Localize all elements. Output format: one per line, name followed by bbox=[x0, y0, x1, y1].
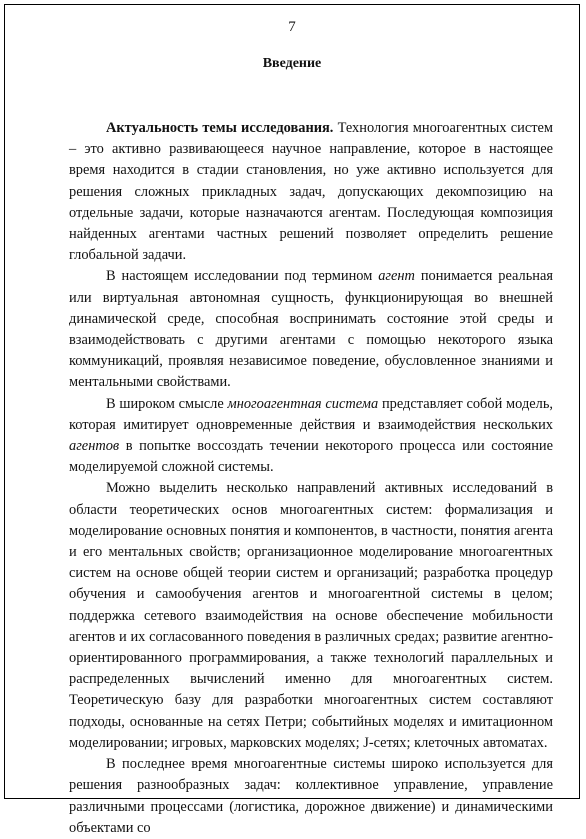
section-title: Введение bbox=[262, 56, 322, 71]
paragraph-agent-definition bbox=[69, 266, 553, 393]
term-multiagent-system: многоагентная система bbox=[227, 395, 379, 412]
paragraph-lead: Актуальность темы исследования. bbox=[106, 120, 334, 136]
term-agent: агент bbox=[378, 268, 415, 285]
term-agents: агентов bbox=[69, 438, 120, 455]
page-frame bbox=[4, 4, 580, 836]
paragraph-research-directions: Можно выделить несколько направлений активных исследований в области теоретических основ многоагентных систем: формализация и моделирование основных понятия и компонентов, в частности, понятия агента и его ментальных свойств; организационное моделирование многоагентных систем на основе общей теории систем и организаций; разработка процедур обучения и самообучения агентов и многоагентной системы в целом; поддержка сетевого взаимодействия на основе обеспечение мобильности агентов и их согласованного поведения в различных средах; развитие агентно-ориентированного программирования, а также технологий параллельных и распределенных вычислений именно для многоагентных систем. Теоретическую базу для разработки многоагентных систем составляют подходы, основанные на сетях Петри; событийных моделях и имитационном моделировании; игровых, марковских моделях; J-сетях; клеточных автоматах. bbox=[69, 480, 554, 751]
body-text bbox=[69, 118, 553, 839]
paragraph-mas-definition bbox=[69, 394, 553, 479]
paragraph-relevance bbox=[69, 118, 553, 266]
paragraph-text: Технология многоагентных систем – это активно развивающееся научное направление, которое в настоящее время находится в стадии становления, но уже активно используется для решения сложных прикладных задач, допускающих декомпозицию на отдельные задачи, которые назначаются агентам. Последующая композиция найденных агентами частных решений позволяет определить решение глобальной задачи. bbox=[69, 120, 554, 264]
paragraph-text: В настоящем исследовании под термином bbox=[106, 268, 379, 285]
paragraph-text: понимается реальная или виртуальная автономная сущность, функционирующая во внешней динамической среде, способная воспринимать состояние этой среды и взаимодействовать с другими агентами с помощью некоторого языка коммуникаций, проявляя независимое поведение, обусловленное знаниями и ментальными свойствами. bbox=[69, 268, 553, 391]
paragraph-text: в попытке воссоздать течении некоторого процесса или состояние моделируемой сложной системы. bbox=[69, 438, 553, 476]
paragraph-applications: В последнее время многоагентные системы широко используется для решения разнообразных задач: коллективное управление, управление различными процессами (логистика, дорожное движение) и динамическими объектами со bbox=[69, 756, 553, 836]
paragraph-text: В широком смысле bbox=[106, 395, 228, 412]
paragraph-text: представляет собой модель, которая имитирует одновременные действия и взаимодействия нескольких bbox=[69, 395, 553, 433]
page-number: 7 bbox=[288, 19, 296, 35]
